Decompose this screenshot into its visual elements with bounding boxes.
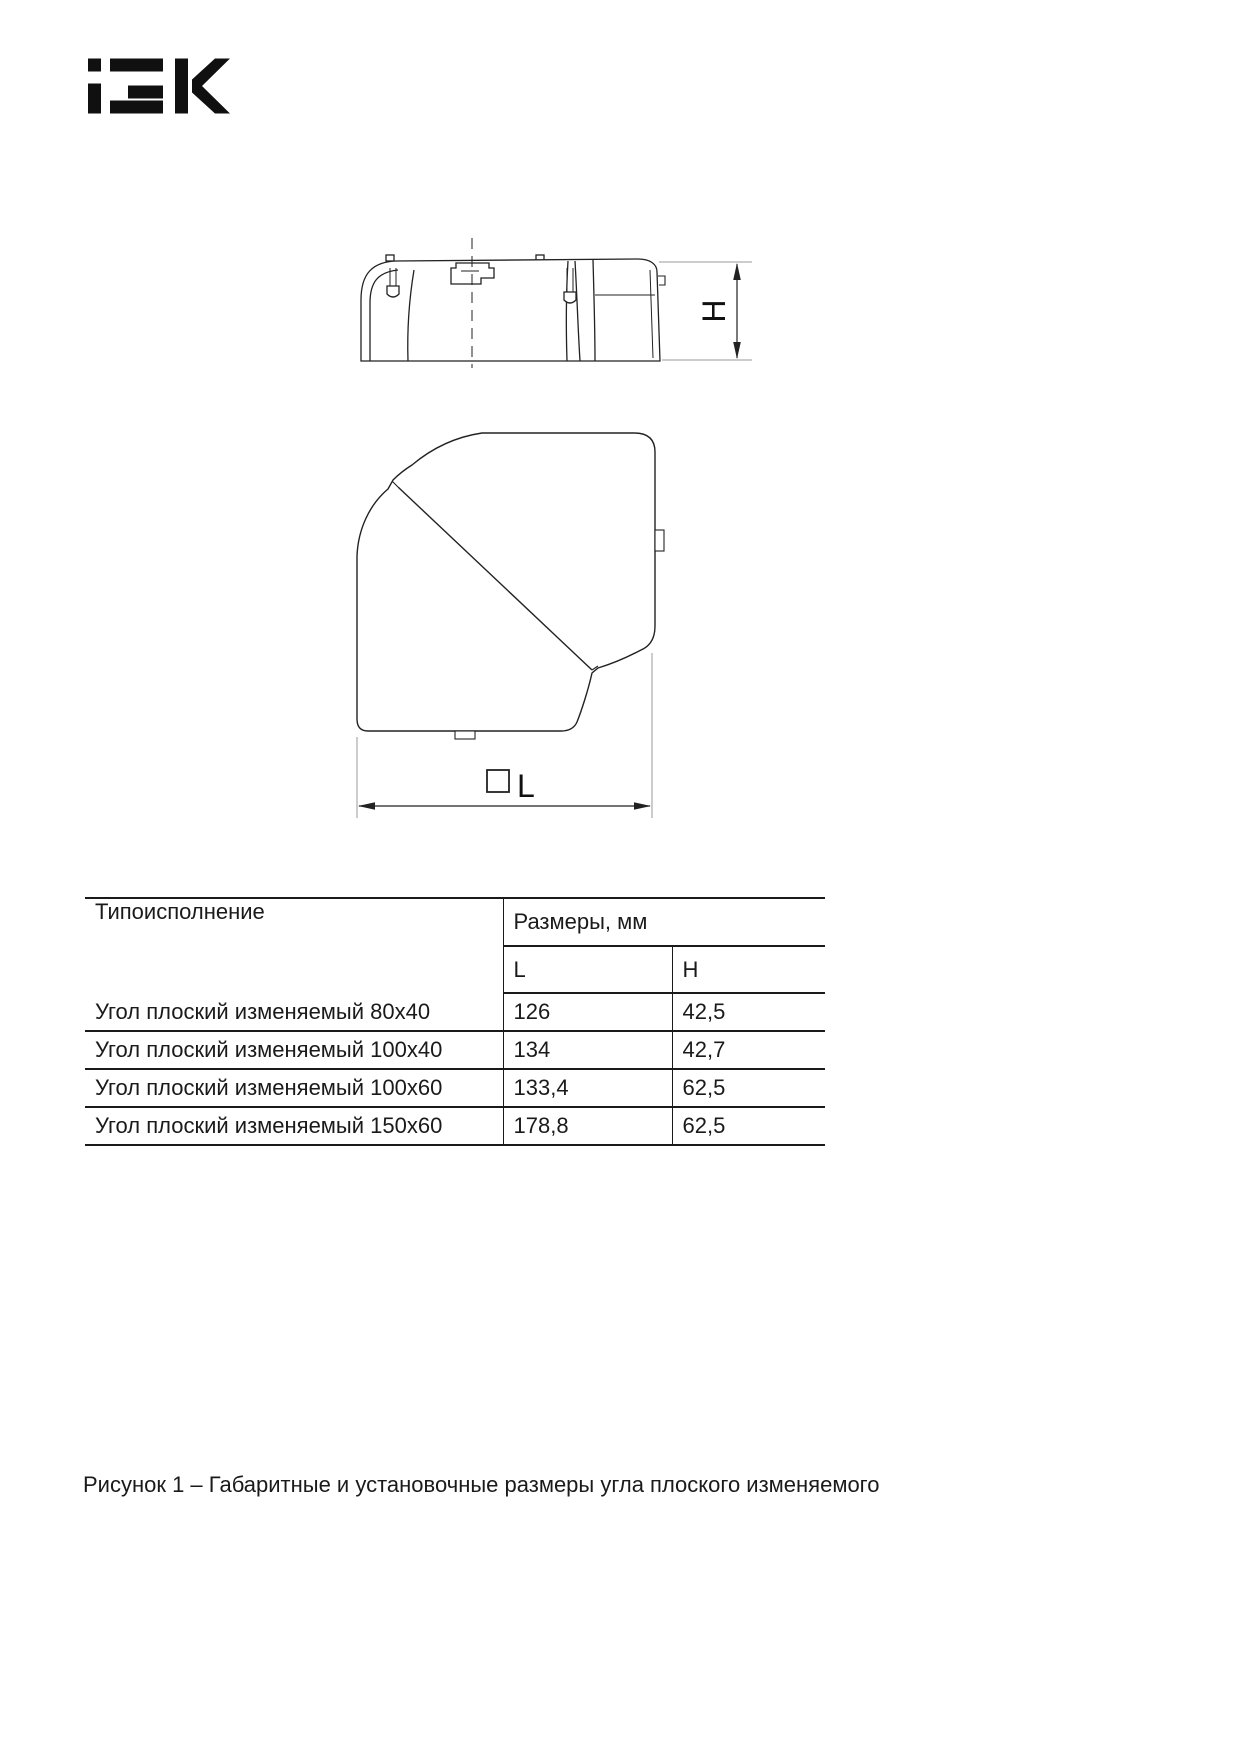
column-header-type: Типоисполнение [85,898,503,993]
cell-type: Угол плоский изменяемый 80x40 [85,993,503,1031]
plan-view-drawing [357,433,664,739]
table-row [85,1069,825,1107]
table-row [85,993,825,1031]
h-dimension [659,262,752,360]
technical-drawing [300,225,770,835]
column-header-sizes: Размеры, мм [503,898,825,946]
cell-h: 42,5 [672,993,825,1031]
arrow-down-icon [733,342,741,359]
cell-h: 42,7 [672,1031,825,1069]
side-view-drawing [361,238,665,368]
cell-l: 126 [503,993,672,1031]
cell-l: 134 [503,1031,672,1069]
dimensions-table [85,897,825,1146]
table-row [85,1031,825,1069]
iek-logo [88,57,230,115]
cell-h: 62,5 [672,1069,825,1107]
cell-l: 178,8 [503,1107,672,1145]
side-tab [655,530,664,551]
column-header-h: H [672,946,825,993]
cell-type: Угол плоский изменяемый 100x40 [85,1031,503,1069]
iek-logo-glyphs [88,59,230,114]
table-header-row [85,898,825,946]
cell-type: Угол плоский изменяемый 100x60 [85,1069,503,1107]
l-dimension-label: L [517,768,535,804]
arrow-left-icon [358,802,375,809]
h-dimension-label: H [696,299,732,323]
bottom-tab [455,731,475,739]
arrow-up-icon [733,263,741,280]
cell-type: Угол плоский изменяемый 150x60 [85,1107,503,1145]
column-header-l: L [503,946,672,993]
arrow-right-icon [634,802,651,809]
figure-caption: Рисунок 1 – Габаритные и установочные размеры угла плоского изменяемого [83,1472,880,1497]
table-row [85,1107,825,1145]
cell-h: 62,5 [672,1107,825,1145]
square-section-symbol-icon [487,770,509,792]
cell-l: 133,4 [503,1069,672,1107]
